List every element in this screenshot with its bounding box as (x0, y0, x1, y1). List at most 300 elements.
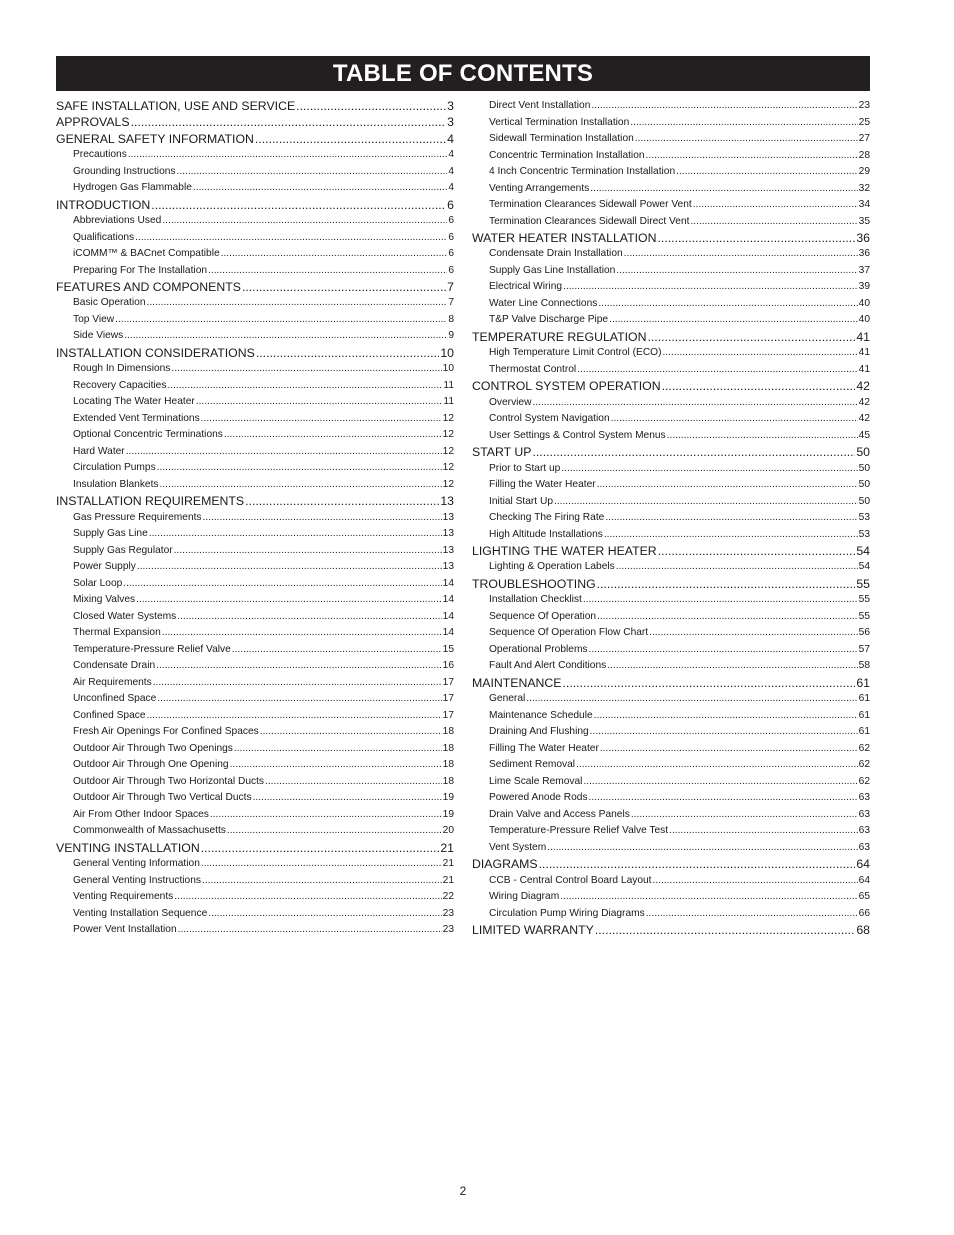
toc-entry-label: INSTALLATION REQUIREMENTS (56, 494, 245, 509)
toc-entry-air-from-other-indoor-spaces[interactable] (56, 807, 454, 824)
toc-entry-t-p-valve-discharge-pipe[interactable] (472, 312, 870, 329)
page-title: TABLE OF CONTENTS (56, 56, 870, 91)
toc-entry-page: 61 (858, 693, 870, 705)
toc-entry-outdoor-air-through-two-horizontal-ducts[interactable] (56, 774, 454, 791)
toc-entry-page: 13 (442, 544, 454, 556)
toc-dot-leader (131, 114, 447, 130)
toc-entry-page: 12 (442, 462, 454, 474)
toc-entry-label: MAINTENANCE (472, 675, 562, 690)
toc-dot-leader (151, 197, 446, 213)
toc-dot-leader (597, 576, 856, 592)
toc-entry-page: 61 (858, 726, 870, 738)
toc-entry-page: 15 (442, 643, 454, 655)
toc-dot-leader (526, 691, 857, 708)
toc-entry-label: Grounding Instructions (73, 165, 176, 177)
toc-entry-page: 12 (442, 478, 454, 490)
toc-entry-water-heater-installation[interactable] (472, 230, 870, 246)
toc-entry-page: 45 (858, 429, 870, 441)
toc-dot-leader (646, 906, 858, 923)
toc-entry-outdoor-air-through-two-vertical-ducts[interactable] (56, 790, 454, 807)
toc-entry-label: Optional Concentric Terminations (73, 429, 223, 441)
toc-entry-introduction[interactable] (56, 197, 454, 213)
toc-entry-label: Outdoor Air Through Two Vertical Ducts (73, 792, 252, 804)
toc-entry-page: 42 (858, 396, 870, 408)
toc-entry-vertical-termination-installation[interactable] (472, 115, 870, 132)
toc-entry-power-supply[interactable] (56, 559, 454, 576)
toc-dot-leader (255, 131, 446, 147)
toc-entry-maintenance-schedule[interactable] (472, 708, 870, 725)
toc-entry-insulation-blankets[interactable] (56, 477, 454, 494)
toc-entry-page: 14 (442, 610, 454, 622)
toc-entry-label: Concentric Termination Installation (489, 149, 645, 161)
toc-entry-grounding-instructions[interactable] (56, 164, 454, 181)
toc-dot-leader (590, 724, 858, 741)
toc-dot-leader (162, 213, 447, 230)
toc-entry-sidewall-termination-installation[interactable] (472, 131, 870, 148)
toc-dot-leader (611, 411, 858, 428)
toc-entry-outdoor-air-through-two-openings[interactable] (56, 741, 454, 758)
toc-entry-features-and-components[interactable] (56, 279, 454, 295)
toc-entry-lighting-the-water-heater[interactable] (472, 543, 870, 559)
toc-entry-label: LIMITED WARRANTY (472, 923, 594, 938)
toc-entry-control-system-navigation[interactable] (472, 411, 870, 428)
toc-dot-leader (663, 345, 858, 362)
toc-dot-leader (532, 395, 857, 412)
toc-entry-general[interactable] (472, 691, 870, 708)
toc-entry-page: 37 (858, 264, 870, 276)
toc-dot-leader (177, 609, 441, 626)
toc-entry-4-inch-concentric-termination-installation[interactable] (472, 164, 870, 181)
toc-entry-page: 50 (858, 479, 870, 491)
toc-dot-leader (137, 559, 442, 576)
toc-entry-label: CCB - Central Control Board Layout (489, 874, 652, 886)
toc-entry-locating-the-water-heater[interactable] (56, 394, 454, 411)
toc-entry-label: Commonwealth of Massachusetts (73, 825, 226, 837)
toc-entry-direct-vent-installation[interactable] (472, 98, 870, 115)
toc-entry-page: 18 (442, 726, 454, 738)
toc-dot-leader (174, 543, 442, 560)
toc-entry-label: FEATURES AND COMPONENTS (56, 280, 241, 295)
toc-dot-leader (609, 312, 858, 329)
toc-entry-electrical-wiring[interactable] (472, 279, 870, 296)
toc-entry-extended-vent-terminations[interactable] (56, 411, 454, 428)
toc-entry-page: 10 (440, 345, 454, 360)
toc-entry-page: 23 (442, 924, 454, 936)
toc-entry-page: 13 (442, 511, 454, 523)
toc-entry-diagrams[interactable] (472, 856, 870, 872)
toc-entry-optional-concentric-terminations[interactable] (56, 427, 454, 444)
toc-dot-leader (153, 675, 442, 692)
toc-entry-page: 62 (858, 742, 870, 754)
toc-entry-label: Draining And Flushing (489, 726, 589, 738)
toc-entry-lime-scale-removal[interactable] (472, 774, 870, 791)
toc-entry-installation-considerations[interactable] (56, 345, 454, 361)
toc-entry-powered-anode-rods[interactable] (472, 790, 870, 807)
toc-entry-page: 63 (858, 825, 870, 837)
toc-entry-supply-gas-line-installation[interactable] (472, 263, 870, 280)
toc-entry-circulation-pumps[interactable] (56, 460, 454, 477)
toc-entry-label: TEMPERATURE REGULATION (472, 329, 647, 344)
toc-dot-leader (135, 230, 447, 247)
toc-entry-label: Maintenance Schedule (489, 709, 593, 721)
toc-entry-page: 36 (858, 248, 870, 260)
toc-entry-page: 4 (447, 131, 454, 146)
toc-dot-leader (230, 757, 442, 774)
toc-entry-precautions[interactable] (56, 147, 454, 164)
toc-entry-label: Operational Problems (489, 643, 588, 655)
toc-entry-maintenance[interactable] (472, 675, 870, 691)
toc-entry-label: Supply Gas Line Installation (489, 264, 616, 276)
toc-entry-checking-the-firing-rate[interactable] (472, 510, 870, 527)
toc-dot-leader (590, 181, 857, 198)
toc-entry-label: Checking The Firing Rate (489, 512, 605, 524)
toc-entry-water-line-connections[interactable] (472, 296, 870, 313)
toc-entry-venting-requirements[interactable] (56, 889, 454, 906)
toc-entry-label: Electrical Wiring (489, 281, 563, 293)
toc-entry-filling-the-water-heater[interactable] (472, 477, 870, 494)
toc-entry-label: Fresh Air Openings For Confined Spaces (73, 726, 259, 738)
toc-dot-leader (167, 378, 442, 395)
toc-entry-label: WATER HEATER INSTALLATION (472, 231, 657, 245)
toc-entry-fault-and-alert-conditions[interactable] (472, 658, 870, 675)
toc-entry-page: 23 (858, 100, 870, 111)
toc-entry-operational-problems[interactable] (472, 642, 870, 659)
toc-dot-leader (595, 922, 855, 938)
toc-entry-label: Confined Space (73, 709, 146, 721)
toc-entry-page: 68 (856, 923, 870, 938)
toc-entry-label: High Temperature Limit Control (ECO) (489, 347, 662, 359)
toc-dot-leader (576, 757, 858, 774)
toc-dot-leader (563, 279, 858, 296)
toc-entry-thermostat-control[interactable] (472, 362, 870, 379)
toc-entry-sediment-removal[interactable] (472, 757, 870, 774)
toc-dot-leader (136, 592, 442, 609)
toc-dot-leader (160, 477, 442, 494)
toc-entry-safe-installation-use-and-service[interactable] (56, 98, 454, 114)
toc-entry-label: Abbreviations Used (73, 215, 162, 227)
toc-dot-leader (647, 329, 855, 345)
toc-entry-hydrogen-gas-flammable[interactable] (56, 180, 454, 197)
toc-entry-high-altitude-installations[interactable] (472, 527, 870, 544)
toc-entry-limited-warranty[interactable] (472, 922, 870, 938)
toc-entry-page: 4 (448, 149, 454, 161)
toc-entry-page: 54 (858, 561, 870, 573)
toc-dot-leader (201, 411, 442, 428)
toc-entry-temperature-pressure-relief-valve-test[interactable] (472, 823, 870, 840)
toc-entry-recovery-capacities[interactable] (56, 378, 454, 395)
toc-entry-page: 50 (858, 495, 870, 507)
toc-dot-leader (597, 477, 858, 494)
toc-dot-leader (532, 444, 855, 460)
toc-entry-label: Air From Other Indoor Spaces (73, 808, 209, 820)
toc-right-column (472, 98, 870, 939)
toc-dot-leader (690, 214, 857, 231)
toc-entry-sequence-of-operation[interactable] (472, 609, 870, 626)
toc-dot-leader (657, 230, 855, 246)
toc-entry-supply-gas-regulator[interactable] (56, 543, 454, 560)
toc-dot-leader (265, 774, 442, 791)
toc-entry-label: Power Vent Installation (73, 924, 177, 936)
toc-entry-power-vent-installation[interactable] (56, 922, 454, 939)
toc-entry-page: 18 (442, 759, 454, 771)
toc-entry-label: Unconfined Space (73, 693, 157, 705)
toc-entry-start-up[interactable] (472, 444, 870, 460)
toc-entry-page: 61 (858, 709, 870, 721)
toc-entry-sequence-of-operation-flow-chart[interactable] (472, 625, 870, 642)
toc-entry-high-temperature-limit-control-eco[interactable] (472, 345, 870, 362)
toc-dot-leader (157, 460, 442, 477)
toc-entry-ccb-central-control-board-layout[interactable] (472, 873, 870, 890)
toc-entry-label: Mixing Valves (73, 594, 136, 606)
toc-entry-fresh-air-openings-for-confined-spaces[interactable] (56, 724, 454, 741)
toc-entry-initial-start-up[interactable] (472, 494, 870, 511)
toc-dot-leader (203, 510, 442, 527)
toc-entry-page: 7 (448, 297, 454, 309)
toc-entry-solar-loop[interactable] (56, 576, 454, 593)
toc-dot-leader (227, 823, 442, 840)
toc-entry-prior-to-start-up[interactable] (472, 461, 870, 478)
toc-entry-page: 50 (858, 462, 870, 474)
toc-entry-label: Supply Gas Regulator (73, 544, 173, 556)
toc-dot-leader (560, 889, 857, 906)
toc-entry-wiring-diagram[interactable] (472, 889, 870, 906)
toc-dot-leader (253, 790, 442, 807)
toc-entry-label: Qualifications (73, 231, 135, 243)
toc-entry-label: General Venting Instructions (73, 874, 201, 886)
toc-entry-page: 6 (448, 215, 454, 227)
toc-entry-gas-pressure-requirements[interactable] (56, 510, 454, 527)
toc-entry-label: Installation Checklist (489, 594, 582, 606)
toc-dot-leader (162, 625, 442, 642)
toc-entry-rough-in-dimensions[interactable] (56, 361, 454, 378)
toc-dot-leader (296, 98, 446, 114)
toc-entry-label: 4 Inch Concentric Termination Installation (489, 166, 676, 177)
toc-entry-page: 39 (858, 281, 870, 293)
toc-dot-leader (600, 741, 858, 758)
toc-entry-label: Venting Installation Sequence (73, 907, 208, 919)
toc-entry-page: 21 (440, 840, 454, 855)
toc-entry-label: Termination Clearances Sidewall Direct Vent (489, 215, 690, 227)
toc-entry-label: Locating The Water Heater (73, 396, 195, 408)
toc-dot-leader (539, 856, 856, 872)
toc-entry-temperature-pressure-relief-valve[interactable] (56, 642, 454, 659)
toc-dot-leader (128, 147, 448, 164)
toc-entry-venting-installation-sequence[interactable] (56, 906, 454, 923)
toc-entry-side-views[interactable] (56, 328, 454, 345)
toc-entry-closed-water-systems[interactable] (56, 609, 454, 626)
toc-entry-page: 29 (858, 166, 870, 177)
toc-entry-page: 65 (858, 891, 870, 903)
toc-entry-page: 64 (858, 874, 870, 886)
toc-dot-leader (624, 246, 858, 263)
toc-dot-leader (630, 115, 857, 132)
toc-entry-termination-clearances-sidewall-power-vent[interactable] (472, 197, 870, 214)
toc-dot-leader (597, 609, 858, 626)
toc-entry-label: Powered Anode Rods (489, 792, 588, 804)
toc-entry-filling-the-water-heater[interactable] (472, 741, 870, 758)
toc-entry-page: 22 (442, 891, 454, 903)
toc-entry-abbreviations-used[interactable] (56, 213, 454, 230)
toc-dot-leader (616, 263, 857, 280)
toc-entry-termination-clearances-sidewall-direct-vent[interactable] (472, 214, 870, 231)
toc-entry-drain-valve-and-access-panels[interactable] (472, 807, 870, 824)
toc-dot-leader (646, 148, 858, 165)
toc-entry-page: 19 (442, 792, 454, 804)
toc-entry-page: 13 (442, 528, 454, 540)
toc-entry-overview[interactable] (472, 395, 870, 412)
toc-entry-venting-arrangements[interactable] (472, 181, 870, 198)
toc-dot-leader (178, 922, 442, 939)
toc-entry-label: Overview (489, 396, 532, 408)
toc-entry-label: Preparing For The Installation (73, 264, 208, 276)
toc-dot-leader (583, 592, 858, 609)
toc-entry-label: Drain Valve and Access Panels (489, 808, 630, 820)
toc-entry-label: LIGHTING THE WATER HEATER (472, 544, 657, 559)
toc-entry-mixing-valves[interactable] (56, 592, 454, 609)
toc-entry-label: Filling The Water Heater (489, 742, 599, 754)
toc-entry-approvals[interactable] (56, 114, 454, 130)
toc-entry-page: 12 (442, 429, 454, 441)
toc-entry-page: 12 (442, 445, 454, 457)
toc-dot-leader (221, 246, 448, 263)
toc-entry-label: Top View (73, 313, 115, 325)
toc-dot-leader (146, 295, 447, 312)
toc-entry-supply-gas-line[interactable] (56, 526, 454, 543)
toc-entry-general-venting-instructions[interactable] (56, 873, 454, 890)
toc-entry-page: 6 (448, 248, 454, 260)
toc-dot-leader (208, 906, 441, 923)
toc-dot-leader (171, 361, 441, 378)
toc-entry-user-settings-control-system-menus[interactable] (472, 428, 870, 445)
toc-entry-label: Initial Start Up (489, 495, 553, 507)
toc-entry-control-system-operation[interactable] (472, 378, 870, 394)
toc-entry-label: Vertical Termination Installation (489, 116, 630, 128)
toc-dot-leader (208, 263, 447, 280)
toc-entry-installation-checklist[interactable] (472, 592, 870, 609)
toc-dot-leader (561, 461, 857, 478)
toc-entry-page: 28 (858, 149, 870, 161)
toc-entry-condensate-drain[interactable] (56, 658, 454, 675)
toc-dot-leader (124, 328, 447, 345)
toc-entry-label: Venting Requirements (73, 891, 174, 903)
toc-entry-draining-and-flushing[interactable] (472, 724, 870, 741)
toc-entry-page: 55 (856, 576, 870, 591)
toc-entry-page: 8 (448, 313, 454, 325)
toc-entry-concentric-termination-installation[interactable] (472, 148, 870, 165)
toc-entry-page: 11 (443, 379, 454, 391)
toc-entry-page: 11 (443, 396, 454, 408)
toc-entry-label: Sequence Of Operation (489, 610, 597, 622)
toc-entry-page: 6 (447, 197, 454, 212)
toc-entry-label: Wiring Diagram (489, 891, 560, 903)
toc-entry-page: 54 (856, 544, 870, 559)
toc-entry-label: Outdoor Air Through One Opening (73, 759, 229, 771)
toc-entry-commonwealth-of-massachusetts[interactable] (56, 823, 454, 840)
toc-entry-page: 40 (858, 297, 870, 309)
toc-entry-page: 53 (858, 528, 870, 540)
toc-entry-condensate-drain-installation[interactable] (472, 246, 870, 263)
toc-entry-page: 19 (442, 808, 454, 820)
toc-entry-page: 7 (447, 280, 454, 295)
toc-dot-leader (123, 576, 441, 593)
toc-dot-leader (577, 362, 857, 379)
toc-entry-label: Condensate Drain (73, 660, 156, 672)
toc-dot-leader (196, 394, 443, 411)
toc-entry-lighting-operation-labels[interactable] (472, 559, 870, 576)
toc-entry-label: Side Views (73, 330, 124, 342)
toc-entry-venting-installation[interactable] (56, 840, 454, 856)
toc-entry-page: 13 (442, 561, 454, 573)
toc-entry-page: 57 (858, 643, 870, 655)
toc-entry-page: 41 (856, 329, 870, 344)
toc-entry-temperature-regulation[interactable] (472, 329, 870, 345)
toc-entry-general-safety-information[interactable] (56, 131, 454, 147)
toc-entry-outdoor-air-through-one-opening[interactable] (56, 757, 454, 774)
toc-entry-page: 14 (442, 577, 454, 589)
toc-dot-leader (667, 428, 858, 445)
toc-entry-preparing-for-the-installation[interactable] (56, 263, 454, 280)
toc-entry-page: 21 (442, 858, 454, 870)
toc-dot-leader (616, 559, 858, 576)
toc-dot-leader (147, 708, 442, 725)
toc-entry-page: 40 (858, 314, 870, 326)
toc-dot-leader (653, 873, 858, 890)
toc-entry-top-view[interactable] (56, 312, 454, 329)
toc-dot-leader (547, 840, 857, 857)
toc-entry-basic-operation[interactable] (56, 295, 454, 312)
toc-entry-label: START UP (472, 445, 532, 460)
toc-entry-label: Temperature-Pressure Relief Valve (73, 643, 231, 655)
toc-entry-air-requirements[interactable] (56, 675, 454, 692)
toc-entry-label: Direct Vent Installation (489, 100, 591, 111)
toc-entry-thermal-expansion[interactable] (56, 625, 454, 642)
toc-entry-page: 4 (448, 165, 454, 177)
toc-entry-label: Circulation Pumps (73, 462, 156, 474)
toc-entry-page: 9 (448, 330, 454, 342)
toc-entry-unconfined-space[interactable] (56, 691, 454, 708)
toc-dot-leader (177, 164, 448, 181)
toc-left-column (56, 98, 454, 939)
toc-entry-icomm-bacnet-compatible[interactable] (56, 246, 454, 263)
toc-entry-troubleshooting[interactable] (472, 576, 870, 592)
toc-dot-leader (210, 807, 442, 824)
toc-entry-vent-system[interactable] (472, 840, 870, 857)
toc-entry-installation-requirements[interactable] (56, 493, 454, 509)
toc-dot-leader (156, 658, 442, 675)
toc-entry-page: 41 (858, 347, 870, 359)
toc-dot-leader (260, 724, 442, 741)
toc-dot-leader (598, 296, 857, 313)
toc-entry-confined-space[interactable] (56, 708, 454, 725)
toc-entry-label: VENTING INSTALLATION (56, 840, 200, 855)
toc-entry-general-venting-information[interactable] (56, 856, 454, 873)
toc-entry-label: Air Requirements (73, 676, 152, 688)
toc-entry-label: Water Line Connections (489, 297, 598, 309)
toc-entry-label: Power Supply (73, 561, 136, 573)
toc-entry-label: CONTROL SYSTEM OPERATION (472, 379, 661, 394)
toc-entry-qualifications[interactable] (56, 230, 454, 247)
toc-entry-circulation-pump-wiring-diagrams[interactable] (472, 906, 870, 923)
toc-entry-page: 17 (442, 693, 454, 705)
toc-entry-label: Hard Water (73, 445, 125, 457)
toc-entry-hard-water[interactable] (56, 444, 454, 461)
toc-dot-leader (589, 642, 858, 659)
toc-entry-label: APPROVALS (56, 115, 130, 130)
toc-entry-page: 36 (856, 231, 870, 245)
toc-dot-leader (563, 675, 856, 691)
toc-entry-label: Thermal Expansion (73, 627, 161, 639)
toc-entry-label: INTRODUCTION (56, 197, 151, 212)
